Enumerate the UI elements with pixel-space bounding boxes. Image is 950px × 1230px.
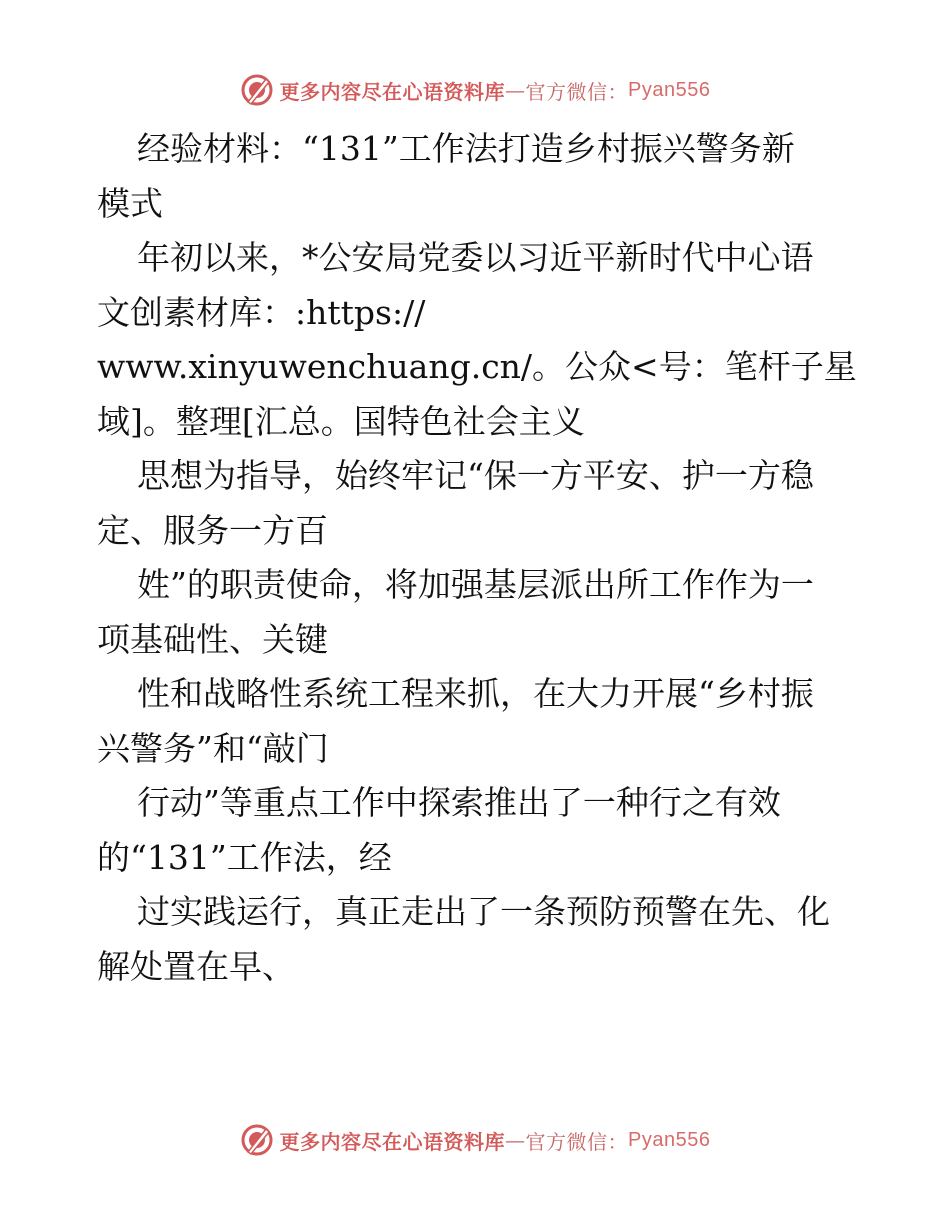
body-line: 姓”的职责使命，将加强基层派出所工作作为一 (137, 565, 814, 604)
body-line: 思想为指导，始终牢记“保一方平安、护一方稳 (137, 456, 814, 495)
body-line: 解处置在早、 (97, 946, 295, 986)
banner-wechat-id: Pyan556 (628, 78, 711, 101)
body-line: 经验材料：“131”工作法打造乡村振兴警务新 (137, 129, 795, 168)
body-line: 文创素材库：:https:// (97, 292, 426, 332)
body-line: 模式 (97, 183, 163, 223)
header-watermark-banner (0, 70, 950, 110)
document-body (97, 122, 857, 994)
banner-wechat-label: 官方微信： (525, 1129, 629, 1154)
pen-circle-logo-icon (240, 73, 274, 107)
banner-main-text: 更多内容尽在心语资料库 (279, 1129, 506, 1154)
body-line: 域]。整理[汇总。国特色社会主义 (97, 401, 585, 441)
pen-circle-logo-icon (240, 1123, 274, 1157)
body-line: 定、服务一方百 (97, 510, 328, 550)
body-line: 性和战略性系统工程来抓，在大力开展“乡村振 (137, 674, 814, 713)
footer-watermark-banner (0, 1120, 950, 1160)
banner-dash: — (505, 1128, 526, 1152)
body-line: 的“131”工作法，经 (97, 837, 392, 877)
body-line: 行动”等重点工作中探索推出了一种行之有效 (137, 783, 781, 822)
body-line: 项基础性、关键 (97, 619, 328, 659)
body-line: 年初以来，*公安局党委以习近平新时代中心语 (137, 238, 814, 277)
banner-dash: — (505, 78, 526, 102)
body-line: 兴警务”和“敲门 (97, 728, 329, 768)
banner-wechat-id: Pyan556 (628, 1128, 711, 1151)
body-line: 过实践运行，真正走出了一条预防预警在先、化 (137, 892, 830, 931)
body-line: www.xinyuwenchuang.cn/。公众<号：笔杆子星 (97, 347, 857, 386)
banner-main-text: 更多内容尽在心语资料库 (279, 79, 506, 104)
banner-wechat-label: 官方微信： (525, 79, 629, 104)
